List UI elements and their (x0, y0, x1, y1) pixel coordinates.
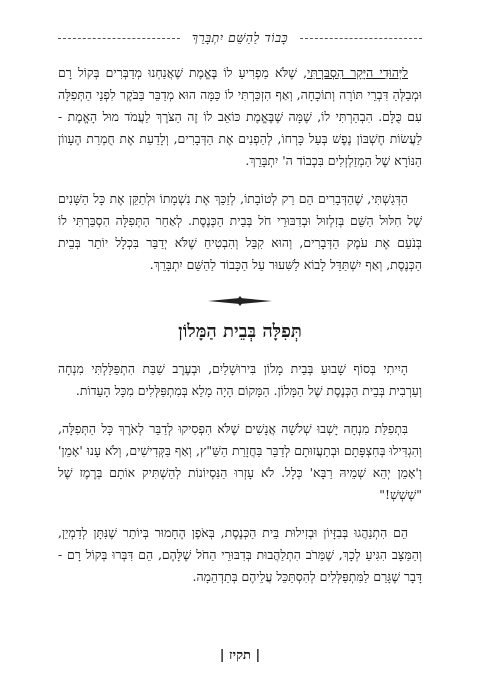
running-head-rule-right (300, 38, 422, 39)
page-body (58, 62, 422, 604)
paragraph-lead: לַיְּהוּדִי הַיָּקָר הִסְבַּרְתִּי (307, 65, 408, 80)
section-divider-ornament (58, 292, 422, 310)
page-number: | תקיז | (219, 648, 261, 663)
diamond-divider-icon (208, 295, 272, 307)
paragraph-text: הָיִיתִי בְּסוֹף שָׁבוּעַ בְּבֵית מָלוֹן בִּירוּשָׁלַיִם, וּבְעֶרֶב שַׁבַּת הִתְפַּלַּלְתִּי מִנְחָה וְעַרְבִית בְּבֵית הַכְּנֶסֶת שֶׁל הַמָּלוֹן. הַמָּקוֹם הָיָה מָלֵא בְּמִתְפַּלְּלִים מִכָּל הָעֵדוֹת. (58, 361, 422, 398)
paragraph-text: הֵם הִתְנַהֲגוּ בְּבִזָּיוֹן וּבְזִילוּת בֵּית הַכְּנֶסֶת, בְּאֹפֶן הֶחָמוּר בְּיוֹתֵר שֶׁנִּתָּן לְדַמְיֵן, וְהַמַּצָּב הִגִּיעַ לְכָךְ, שֶׁמֵּרֹב הִתְלַהֲבוּת בְּדִבּוּרֵי הַחֹל שֶׁלָּהֶם, הֵם דִּבְּרוּ בְּקוֹל רָם - דָּבָר שֶׁגָּרַם לַמִּתְפַּלְּלִים לְהִסְתַּכֵּל עֲלֵיהֶם בְּתַדְהֵמָה. (58, 525, 422, 584)
paragraph (58, 522, 422, 588)
paragraph-text: , שֶׁלֹּא מַפְרִיעַ לוֹ בֶּאֱמֶת שֶׁאֲנַחְנוּ מְדַבְּרִים בְּקוֹל רָם וּמְבַלְּהַ דִּבְרֵי תּוֹרָה וְתוֹכָחָה, וְאַף הִזְכַּרְתִּי לוֹ כַּמָּה הוּא מְדַבֵּר בַּבֹּקֶר לִפְנֵי הַתְּפִלָּה עִם כֻּלָּם. הִבְהַרְתִּי לוֹ, שֶׁמָּה שֶׁבֶּאֱמֶת כּוֹאֵב לוֹ זֶה הַצֹּרֶךְ לַעֲמֹד מוּל הָאֱמֶת - לַעֲשׂוֹת חֶשְׁבּוֹן נֶפֶשׁ בְּעַל כָּרְחוֹ, לְהַפְנִים אֶת הַדְּבָרִים, וְלָדַעַת אֶת חֻמְרַת הֶעָווֹן הַנּוֹרָא שֶׁל הַמְזַלְזְלִים בִּכְבוֹד ה' יִתְבָּרֵךְ. (58, 65, 422, 168)
paragraph-text: הַדְּגַשְׁתִּי, שֶׁהַדְּבָרִים הֵם רַק לְטוֹבָתוֹ, לְזַכֵּךְ אֶת נִשְׁמָתוֹ וּלְתַקֵּן אֶת כָּל הַשָּׁנִים שֶׁל חִלּוּל הַשֵּׁם בְּזִלְזוּל וּבְדִבּוּרֵי חֹל בְּבֵית הַכְּנֶסֶת. לְאַחַר הַתְּפִלָּה הִסְבַּרְתִּי לוֹ בְּנֹעַם אֶת עֹמֶק הַדְּבָרִים, וְהוּא קִבֵּל וְהִבְטִיחַ שֶׁלֹּא יְדַבֵּר בִּכְלָל יוֹתֵר בְּבֵית הַכְּנֶסֶת, וְאַף יִשְׁתַּדֵּל לָבוֹא לַשִּׁעוּר עַל הַכָּבוֹד לַהַשֵּׁם יִתְבָּרֵךְ. (58, 191, 422, 272)
running-head (58, 28, 422, 48)
running-head-rule-left (58, 38, 180, 39)
paragraph-text: בִּתְפִלַּת מִנְחָה יָשְׁבוּ שְׁלֹשָׁה אֲנָשִׁים שֶׁלֹּא הִפְסִיקוּ לְדַבֵּר לְאֹרֶךְ כָּל הַתְּפִלָּה, וְהִגְדִּילוּ בְּחִצְפָּתָם וּבְתַעֲזוּתָם לְדַבֵּר בַּחֲזָרַת הַשַּׁ"ץ, וְאַף בַּקְּדִישִׁים, וְלֹא עָנוּ 'אָמֵן' וְ'אָמֵן יְהֵא שְׁמֵיהּ רַבָּא' כְּלָל. לֹא עָזְרוּ הַנִּסְיוֹנוֹת לְהַשְׁתִּיק אוֹתָם בְּרֶמֶז שֶׁל "שְׁשְׁשְׁ!" (58, 421, 422, 502)
paragraph (58, 188, 422, 276)
paragraph (58, 358, 422, 402)
running-head-title: כָּבוֹד לַהַשֵּׁם יִתְבָּרֵךְ (191, 30, 289, 45)
paragraph (58, 62, 422, 172)
section-title: תְּפִלָּה בְּבֵית הַמָּלוֹן (178, 321, 302, 342)
paragraph (58, 418, 422, 506)
